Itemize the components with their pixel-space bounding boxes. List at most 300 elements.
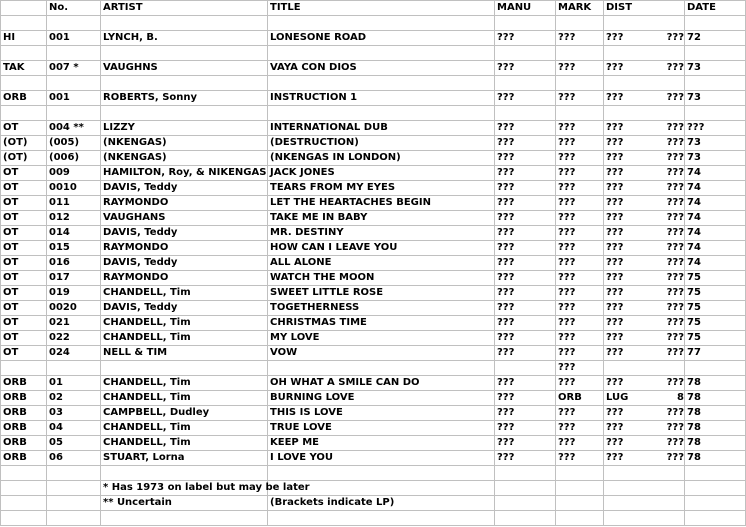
cell-dist[interactable]: ??? — [604, 151, 658, 166]
cell-label[interactable] — [1, 16, 47, 31]
cell-date[interactable]: 77 — [685, 346, 746, 361]
cell-manu[interactable]: ??? — [495, 196, 556, 211]
cell-title[interactable]: (NKENGAS IN LONDON) — [268, 151, 495, 166]
cell-artist[interactable]: DAVIS, Teddy — [101, 226, 268, 241]
cell-number[interactable]: (005) — [47, 136, 101, 151]
cell-title[interactable]: TAKE ME IN BABY — [268, 211, 495, 226]
cell-title[interactable]: TOGETHERNESS — [268, 301, 495, 316]
cell-mark[interactable]: ??? — [556, 226, 604, 241]
cell-amount[interactable] — [658, 496, 685, 511]
cell-title[interactable]: VAYA CON DIOS — [268, 61, 495, 76]
cell-manu[interactable]: ??? — [495, 256, 556, 271]
cell-dist[interactable]: ??? — [604, 421, 658, 436]
cell-dist[interactable]: ??? — [604, 211, 658, 226]
cell-mark[interactable]: ??? — [556, 181, 604, 196]
cell-date[interactable] — [685, 16, 746, 31]
cell-amount[interactable]: ??? — [658, 241, 685, 256]
cell-mark[interactable]: ??? — [556, 331, 604, 346]
cell-dist[interactable]: ??? — [604, 136, 658, 151]
header-cell-amount[interactable] — [658, 1, 685, 16]
cell-number[interactable]: 0020 — [47, 301, 101, 316]
cell-amount[interactable]: ??? — [658, 91, 685, 106]
cell-amount[interactable]: ??? — [658, 136, 685, 151]
cell-dist[interactable]: ??? — [604, 346, 658, 361]
cell-mark[interactable]: ??? — [556, 241, 604, 256]
cell-dist[interactable]: ??? — [604, 436, 658, 451]
cell-manu[interactable]: ??? — [495, 151, 556, 166]
cell-dist[interactable] — [604, 76, 658, 91]
cell-mark[interactable]: ??? — [556, 361, 604, 376]
cell-manu[interactable]: ??? — [495, 346, 556, 361]
cell-dist[interactable]: ??? — [604, 256, 658, 271]
cell-dist[interactable]: ??? — [604, 181, 658, 196]
cell-title[interactable]: MR. DESTINY — [268, 226, 495, 241]
cell-date[interactable] — [685, 466, 746, 481]
cell-amount[interactable] — [658, 466, 685, 481]
cell-number[interactable]: 004 ** — [47, 121, 101, 136]
cell-number[interactable] — [47, 46, 101, 61]
cell-number[interactable]: 001 — [47, 91, 101, 106]
cell-date[interactable]: 73 — [685, 151, 746, 166]
cell-dist[interactable] — [604, 496, 658, 511]
cell-manu[interactable] — [495, 361, 556, 376]
cell-date[interactable]: 75 — [685, 286, 746, 301]
cell-artist[interactable] — [101, 76, 268, 91]
cell-manu[interactable]: ??? — [495, 421, 556, 436]
cell-number[interactable]: 007 * — [47, 61, 101, 76]
cell-label[interactable]: OT — [1, 331, 47, 346]
cell-title[interactable] — [268, 16, 495, 31]
cell-title[interactable]: MY LOVE — [268, 331, 495, 346]
cell-number[interactable]: 017 — [47, 271, 101, 286]
cell-date[interactable]: 73 — [685, 61, 746, 76]
cell-label[interactable] — [1, 46, 47, 61]
cell-artist[interactable]: CHANDELL, Tim — [101, 436, 268, 451]
cell-artist[interactable] — [101, 106, 268, 121]
cell-artist[interactable]: RAYMONDO — [101, 196, 268, 211]
cell-artist[interactable]: CHANDELL, Tim — [101, 286, 268, 301]
cell-artist[interactable]: VAUGHANS — [101, 211, 268, 226]
cell-manu[interactable] — [495, 511, 556, 526]
cell-label[interactable]: ORB — [1, 421, 47, 436]
cell-date[interactable] — [685, 511, 746, 526]
cell-date[interactable]: 75 — [685, 301, 746, 316]
cell-dist[interactable] — [604, 466, 658, 481]
cell-manu[interactable]: ??? — [495, 271, 556, 286]
cell-manu[interactable]: ??? — [495, 226, 556, 241]
cell-label[interactable]: OT — [1, 211, 47, 226]
cell-number[interactable]: 06 — [47, 451, 101, 466]
cell-mark[interactable] — [556, 511, 604, 526]
cell-date[interactable]: 74 — [685, 196, 746, 211]
cell-dist[interactable]: ??? — [604, 271, 658, 286]
cell-manu[interactable]: ??? — [495, 166, 556, 181]
cell-amount[interactable] — [658, 106, 685, 121]
cell-mark[interactable]: ??? — [556, 421, 604, 436]
cell-label[interactable]: OT — [1, 256, 47, 271]
cell-mark[interactable] — [556, 466, 604, 481]
cell-dist[interactable]: ??? — [604, 331, 658, 346]
cell-label[interactable] — [1, 481, 47, 496]
cell-artist[interactable]: (NKENGAS) — [101, 151, 268, 166]
cell-title[interactable] — [268, 76, 495, 91]
cell-label[interactable]: OT — [1, 316, 47, 331]
cell-dist[interactable]: ??? — [604, 166, 658, 181]
cell-amount[interactable]: ??? — [658, 181, 685, 196]
cell-label[interactable]: OT — [1, 241, 47, 256]
cell-number[interactable]: 024 — [47, 346, 101, 361]
cell-title[interactable] — [268, 106, 495, 121]
cell-manu[interactable] — [495, 76, 556, 91]
cell-date[interactable]: 75 — [685, 271, 746, 286]
cell-date[interactable]: 74 — [685, 241, 746, 256]
cell-amount[interactable] — [658, 46, 685, 61]
cell-artist[interactable]: NELL & TIM — [101, 346, 268, 361]
cell-dist[interactable] — [604, 481, 658, 496]
cell-label[interactable]: OT — [1, 166, 47, 181]
cell-mark[interactable]: ??? — [556, 376, 604, 391]
cell-manu[interactable]: ??? — [495, 376, 556, 391]
cell-artist[interactable]: CHANDELL, Tim — [101, 376, 268, 391]
cell-date[interactable]: 72 — [685, 31, 746, 46]
cell-title[interactable]: TRUE LOVE — [268, 421, 495, 436]
cell-title[interactable]: INSTRUCTION 1 — [268, 91, 495, 106]
cell-amount[interactable]: 8 — [658, 391, 685, 406]
cell-title[interactable]: TEARS FROM MY EYES — [268, 181, 495, 196]
cell-mark[interactable]: ??? — [556, 256, 604, 271]
cell-number[interactable]: 04 — [47, 421, 101, 436]
cell-artist[interactable]: CHANDELL, Tim — [101, 316, 268, 331]
header-cell-mark[interactable]: MARK — [556, 1, 604, 16]
cell-label[interactable] — [1, 76, 47, 91]
cell-dist[interactable] — [604, 361, 658, 376]
cell-label[interactable]: OT — [1, 121, 47, 136]
cell-amount[interactable]: ??? — [658, 436, 685, 451]
cell-date[interactable]: 75 — [685, 331, 746, 346]
cell-number[interactable]: 0010 — [47, 181, 101, 196]
cell-date[interactable] — [685, 496, 746, 511]
cell-label[interactable]: HI — [1, 31, 47, 46]
cell-manu[interactable]: ??? — [495, 436, 556, 451]
cell-amount[interactable]: ??? — [658, 196, 685, 211]
cell-dist[interactable]: ??? — [604, 121, 658, 136]
header-cell-title[interactable]: TITLE — [268, 1, 495, 16]
cell-mark[interactable] — [556, 16, 604, 31]
cell-mark[interactable]: ??? — [556, 136, 604, 151]
header-cell-date[interactable]: DATE — [685, 1, 746, 16]
cell-artist[interactable]: RAYMONDO — [101, 241, 268, 256]
cell-title[interactable]: SWEET LITTLE ROSE — [268, 286, 495, 301]
cell-date[interactable]: 78 — [685, 376, 746, 391]
cell-date[interactable]: 78 — [685, 421, 746, 436]
header-cell-label[interactable] — [1, 1, 47, 16]
cell-dist[interactable]: ??? — [604, 316, 658, 331]
cell-date[interactable]: 74 — [685, 226, 746, 241]
cell-amount[interactable]: ??? — [658, 31, 685, 46]
cell-artist[interactable]: CHANDELL, Tim — [101, 391, 268, 406]
cell-title[interactable]: BURNING LOVE — [268, 391, 495, 406]
cell-manu[interactable]: ??? — [495, 316, 556, 331]
cell-date[interactable] — [685, 76, 746, 91]
header-cell-dist[interactable]: DIST — [604, 1, 658, 16]
cell-date[interactable]: 74 — [685, 256, 746, 271]
cell-label[interactable] — [1, 496, 47, 511]
cell-artist[interactable]: VAUGHNS — [101, 61, 268, 76]
cell-dist[interactable]: ??? — [604, 91, 658, 106]
cell-manu[interactable] — [495, 466, 556, 481]
cell-number[interactable]: 009 — [47, 166, 101, 181]
cell-artist[interactable]: ** Uncertain — [101, 496, 268, 511]
cell-number[interactable] — [47, 511, 101, 526]
cell-title[interactable] — [268, 361, 495, 376]
cell-artist[interactable]: STUART, Lorna — [101, 451, 268, 466]
cell-manu[interactable]: ??? — [495, 91, 556, 106]
cell-mark[interactable] — [556, 76, 604, 91]
cell-label[interactable] — [1, 466, 47, 481]
cell-number[interactable]: 015 — [47, 241, 101, 256]
cell-label[interactable]: OT — [1, 181, 47, 196]
cell-title[interactable]: WATCH THE MOON — [268, 271, 495, 286]
cell-title[interactable]: ALL ALONE — [268, 256, 495, 271]
cell-artist[interactable]: ROBERTS, Sonny — [101, 91, 268, 106]
cell-label[interactable]: OT — [1, 346, 47, 361]
cell-title[interactable]: LET THE HEARTACHES BEGIN — [268, 196, 495, 211]
cell-number[interactable] — [47, 16, 101, 31]
cell-artist[interactable]: (NKENGAS) — [101, 136, 268, 151]
cell-artist[interactable] — [101, 466, 268, 481]
cell-amount[interactable]: ??? — [658, 151, 685, 166]
cell-amount[interactable]: ??? — [658, 211, 685, 226]
cell-manu[interactable] — [495, 106, 556, 121]
cell-mark[interactable]: ??? — [556, 196, 604, 211]
cell-label[interactable]: ORB — [1, 406, 47, 421]
cell-dist[interactable]: ??? — [604, 286, 658, 301]
cell-mark[interactable] — [556, 481, 604, 496]
cell-date[interactable]: 78 — [685, 406, 746, 421]
cell-label[interactable]: (OT) — [1, 151, 47, 166]
cell-number[interactable]: 03 — [47, 406, 101, 421]
cell-label[interactable]: (OT) — [1, 136, 47, 151]
cell-amount[interactable]: ??? — [658, 376, 685, 391]
cell-dist[interactable]: ??? — [604, 241, 658, 256]
cell-artist[interactable]: RAYMONDO — [101, 271, 268, 286]
cell-manu[interactable]: ??? — [495, 121, 556, 136]
cell-artist[interactable]: DAVIS, Teddy — [101, 256, 268, 271]
cell-number[interactable]: 016 — [47, 256, 101, 271]
cell-amount[interactable]: ??? — [658, 316, 685, 331]
cell-date[interactable]: 73 — [685, 136, 746, 151]
cell-manu[interactable]: ??? — [495, 211, 556, 226]
cell-artist[interactable]: * Has 1973 on label but may be later — [101, 481, 268, 496]
cell-label[interactable] — [1, 511, 47, 526]
cell-manu[interactable]: ??? — [495, 451, 556, 466]
cell-date[interactable]: 74 — [685, 211, 746, 226]
cell-mark[interactable]: ORB — [556, 391, 604, 406]
cell-mark[interactable]: ??? — [556, 436, 604, 451]
cell-number[interactable]: 05 — [47, 436, 101, 451]
cell-number[interactable]: 02 — [47, 391, 101, 406]
cell-amount[interactable]: ??? — [658, 286, 685, 301]
cell-amount[interactable]: ??? — [658, 271, 685, 286]
cell-number[interactable] — [47, 361, 101, 376]
cell-dist[interactable]: ??? — [604, 376, 658, 391]
cell-title[interactable]: OH WHAT A SMILE CAN DO — [268, 376, 495, 391]
cell-number[interactable] — [47, 481, 101, 496]
cell-amount[interactable]: ??? — [658, 331, 685, 346]
cell-amount[interactable]: ??? — [658, 406, 685, 421]
header-cell-number[interactable]: No. — [47, 1, 101, 16]
cell-number[interactable]: 019 — [47, 286, 101, 301]
cell-label[interactable] — [1, 361, 47, 376]
cell-title[interactable]: CHRISTMAS TIME — [268, 316, 495, 331]
cell-artist[interactable]: LIZZY — [101, 121, 268, 136]
cell-amount[interactable] — [658, 481, 685, 496]
cell-title[interactable]: (DESTRUCTION) — [268, 136, 495, 151]
cell-dist[interactable]: ??? — [604, 61, 658, 76]
cell-dist[interactable]: ??? — [604, 406, 658, 421]
cell-number[interactable]: (006) — [47, 151, 101, 166]
cell-date[interactable]: 78 — [685, 436, 746, 451]
cell-date[interactable]: 78 — [685, 391, 746, 406]
cell-amount[interactable]: ??? — [658, 121, 685, 136]
header-cell-artist[interactable]: ARTIST — [101, 1, 268, 16]
cell-dist[interactable] — [604, 511, 658, 526]
cell-title[interactable]: KEEP ME — [268, 436, 495, 451]
cell-manu[interactable]: ??? — [495, 286, 556, 301]
cell-mark[interactable]: ??? — [556, 451, 604, 466]
cell-label[interactable]: OT — [1, 271, 47, 286]
cell-manu[interactable] — [495, 46, 556, 61]
cell-label[interactable]: ORB — [1, 376, 47, 391]
cell-amount[interactable]: ??? — [658, 301, 685, 316]
cell-mark[interactable]: ??? — [556, 406, 604, 421]
cell-dist[interactable]: ??? — [604, 196, 658, 211]
cell-mark[interactable]: ??? — [556, 271, 604, 286]
cell-title[interactable]: HOW CAN I LEAVE YOU — [268, 241, 495, 256]
cell-number[interactable]: 001 — [47, 31, 101, 46]
cell-label[interactable]: TAK — [1, 61, 47, 76]
cell-title[interactable]: (Brackets indicate LP) — [268, 496, 495, 511]
cell-mark[interactable]: ??? — [556, 31, 604, 46]
cell-manu[interactable]: ??? — [495, 31, 556, 46]
cell-number[interactable]: 022 — [47, 331, 101, 346]
cell-artist[interactable]: LYNCH, B. — [101, 31, 268, 46]
cell-date[interactable]: 78 — [685, 451, 746, 466]
cell-manu[interactable]: ??? — [495, 61, 556, 76]
cell-manu[interactable] — [495, 16, 556, 31]
cell-title[interactable]: JACK JONES — [268, 166, 495, 181]
cell-number[interactable] — [47, 76, 101, 91]
cell-title[interactable]: THIS IS LOVE — [268, 406, 495, 421]
cell-amount[interactable]: ??? — [658, 346, 685, 361]
cell-dist[interactable] — [604, 106, 658, 121]
cell-label[interactable]: ORB — [1, 436, 47, 451]
cell-date[interactable]: 74 — [685, 181, 746, 196]
cell-mark[interactable]: ??? — [556, 61, 604, 76]
cell-title[interactable]: INTERNATIONAL DUB — [268, 121, 495, 136]
cell-date[interactable]: 73 — [685, 91, 746, 106]
cell-title[interactable] — [268, 46, 495, 61]
cell-manu[interactable] — [495, 481, 556, 496]
cell-amount[interactable] — [658, 16, 685, 31]
cell-number[interactable]: 014 — [47, 226, 101, 241]
cell-dist[interactable] — [604, 16, 658, 31]
cell-label[interactable]: ORB — [1, 451, 47, 466]
cell-number[interactable]: 01 — [47, 376, 101, 391]
cell-amount[interactable]: ??? — [658, 421, 685, 436]
cell-label[interactable]: OT — [1, 226, 47, 241]
cell-label[interactable]: ORB — [1, 91, 47, 106]
cell-mark[interactable]: ??? — [556, 91, 604, 106]
cell-number[interactable] — [47, 466, 101, 481]
cell-number[interactable]: 011 — [47, 196, 101, 211]
cell-mark[interactable] — [556, 106, 604, 121]
cell-dist[interactable]: ??? — [604, 226, 658, 241]
cell-dist[interactable]: ??? — [604, 301, 658, 316]
cell-mark[interactable]: ??? — [556, 346, 604, 361]
cell-manu[interactable]: ??? — [495, 241, 556, 256]
cell-label[interactable]: OT — [1, 301, 47, 316]
cell-title[interactable] — [268, 511, 495, 526]
cell-label[interactable] — [1, 106, 47, 121]
cell-artist[interactable]: CHANDELL, Tim — [101, 331, 268, 346]
cell-mark[interactable]: ??? — [556, 301, 604, 316]
cell-manu[interactable]: ??? — [495, 181, 556, 196]
cell-amount[interactable] — [658, 76, 685, 91]
cell-amount[interactable]: ??? — [658, 451, 685, 466]
cell-artist[interactable] — [101, 46, 268, 61]
cell-artist[interactable]: DAVIS, Teddy — [101, 301, 268, 316]
cell-artist[interactable] — [101, 511, 268, 526]
cell-amount[interactable] — [658, 361, 685, 376]
cell-mark[interactable]: ??? — [556, 286, 604, 301]
cell-title[interactable]: VOW — [268, 346, 495, 361]
cell-mark[interactable]: ??? — [556, 166, 604, 181]
cell-dist[interactable]: LUG — [604, 391, 658, 406]
cell-mark[interactable]: ??? — [556, 151, 604, 166]
cell-date[interactable]: 74 — [685, 166, 746, 181]
cell-manu[interactable]: ??? — [495, 391, 556, 406]
cell-amount[interactable]: ??? — [658, 166, 685, 181]
cell-dist[interactable] — [604, 46, 658, 61]
cell-amount[interactable]: ??? — [658, 256, 685, 271]
cell-artist[interactable]: HAMILTON, Roy, & NIKENGAS — [101, 166, 268, 181]
cell-number[interactable]: 021 — [47, 316, 101, 331]
cell-manu[interactable]: ??? — [495, 406, 556, 421]
header-cell-manu[interactable]: MANU — [495, 1, 556, 16]
cell-mark[interactable]: ??? — [556, 211, 604, 226]
cell-manu[interactable]: ??? — [495, 136, 556, 151]
cell-date[interactable] — [685, 46, 746, 61]
cell-title[interactable] — [268, 466, 495, 481]
cell-manu[interactable] — [495, 496, 556, 511]
cell-mark[interactable]: ??? — [556, 316, 604, 331]
cell-date[interactable] — [685, 481, 746, 496]
cell-mark[interactable] — [556, 46, 604, 61]
cell-number[interactable] — [47, 496, 101, 511]
cell-artist[interactable]: DAVIS, Teddy — [101, 181, 268, 196]
cell-number[interactable] — [47, 106, 101, 121]
cell-artist[interactable] — [101, 361, 268, 376]
cell-manu[interactable]: ??? — [495, 301, 556, 316]
cell-artist[interactable]: CAMPBELL, Dudley — [101, 406, 268, 421]
cell-mark[interactable] — [556, 496, 604, 511]
cell-artist[interactable] — [101, 16, 268, 31]
cell-label[interactable]: OT — [1, 196, 47, 211]
cell-mark[interactable]: ??? — [556, 121, 604, 136]
cell-dist[interactable]: ??? — [604, 451, 658, 466]
cell-date[interactable] — [685, 106, 746, 121]
